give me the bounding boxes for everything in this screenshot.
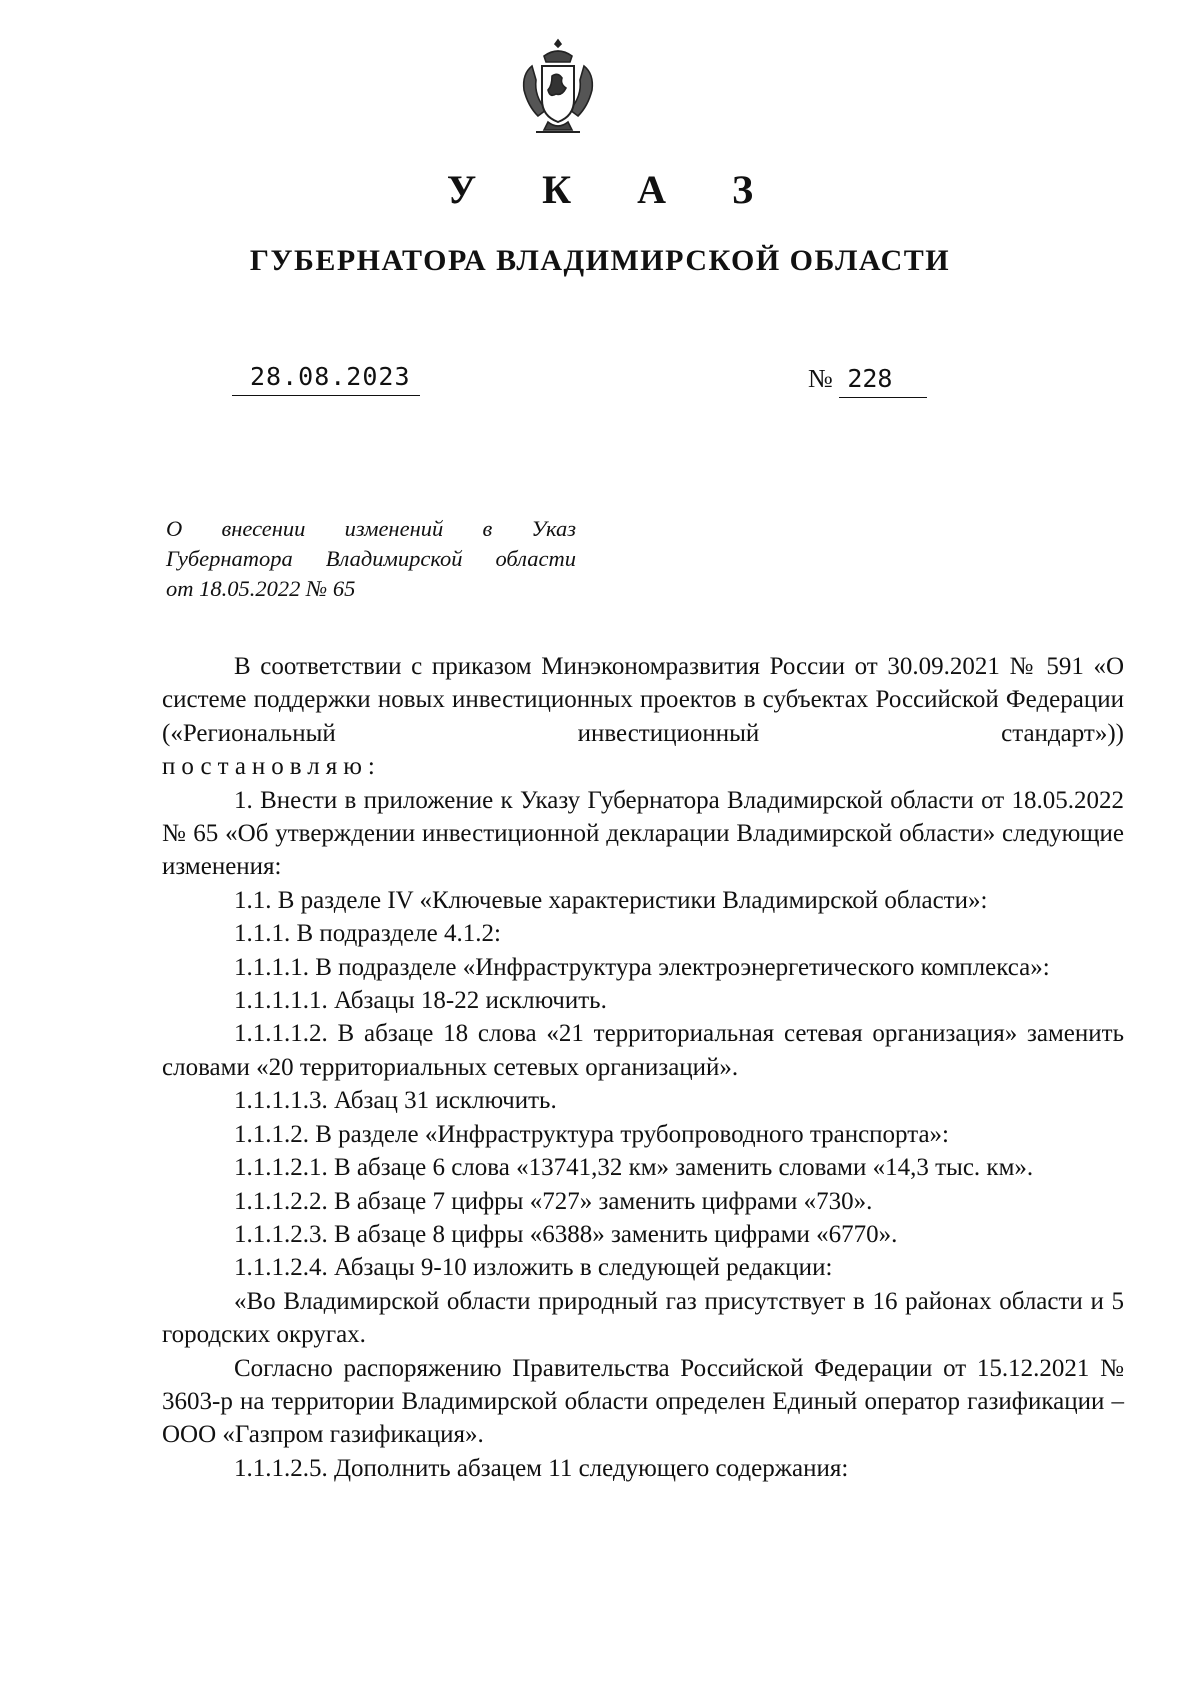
paragraph: 1.1.1.2.2. В абзаце 7 цифры «727» заменить цифрами «730».: [234, 1187, 873, 1215]
paragraph: 1.1.1.1.3. Абзац 31 исключить.: [234, 1087, 557, 1115]
paragraph: 1.1.1.1.1. Абзацы 18-22 исключить.: [234, 987, 607, 1015]
subject-line-2: Губернатора Владимирской области: [166, 546, 576, 571]
paragraph: 1.1.1.1.2. В абзаце 18 слова «21 территориальная сетевая организация» заменить словами «20 территориальных сетевых организаций».: [162, 1020, 1124, 1081]
paragraph: «Во Владимирской области природный газ присутствует в 16 районах области и 5 городских округах.: [162, 1287, 1124, 1349]
preamble: В соответствии с приказом Минэкономразвития России от 30.09.2021 № 591 «О системе поддержки новых инвестиционных проектов в субъектах Российской Федерации («Региональный инвестиционный стандарт»)): [162, 653, 1124, 747]
paragraph: 1.1.1.2.4. Абзацы 9-10 изложить в следующей редакции:: [234, 1254, 833, 1282]
paragraph: 1.1. В разделе IV «Ключевые характеристики Владимирской области»:: [234, 886, 988, 914]
decree-word: постановляю:: [162, 753, 381, 781]
subject-line-1: О внесении изменений в Указ: [166, 516, 576, 541]
paragraph: 1.1.1.2. В разделе «Инфраструктура трубопроводного транспорта»:: [234, 1120, 950, 1148]
document-number: [808, 364, 927, 398]
paragraph: 1.1.1.2.1. В абзаце 6 слова «13741,32 км» заменить словами «14,3 тыс. км».: [234, 1154, 1034, 1182]
subject-block: [166, 514, 576, 604]
paragraph: Согласно распоряжению Правительства Российской Федерации от 15.12.2021 № 3603-р на территории Владимирской области определен Единый оператор газификации – ООО «Газпром газификация».: [162, 1354, 1124, 1449]
coat-of-arms-emblem: [514, 36, 602, 140]
document-title: У К А З: [446, 167, 782, 212]
paragraph: 1.1.1.1. В подразделе «Инфраструктура электроэнергетического комплекса»:: [234, 953, 1050, 981]
subject-line-3: от 18.05.2022 № 65: [166, 576, 356, 601]
issuing-authority: ГУБЕРНАТОРА ВЛАДИМИРСКОЙ ОБЛАСТИ: [249, 244, 951, 277]
paragraph: 1. Внести в приложение к Указу Губернатора Владимирской области от 18.05.2022 № 65 «Об утверждении инвестиционной декларации Владимирской области» следующие изменения:: [162, 786, 1124, 881]
paragraph: 1.1.1. В подразделе 4.1.2:: [234, 920, 501, 948]
paragraph: 1.1.1.2.5. Дополнить абзацем 11 следующего содержания:: [234, 1454, 849, 1482]
paragraph: 1.1.1.2.3. В абзаце 8 цифры «6388» заменить цифрами «6770».: [234, 1220, 898, 1248]
number-label: №: [808, 364, 833, 393]
number-value: 228: [839, 364, 927, 398]
document-date: 28.08.2023: [232, 362, 420, 396]
document-body: [162, 650, 1124, 1485]
